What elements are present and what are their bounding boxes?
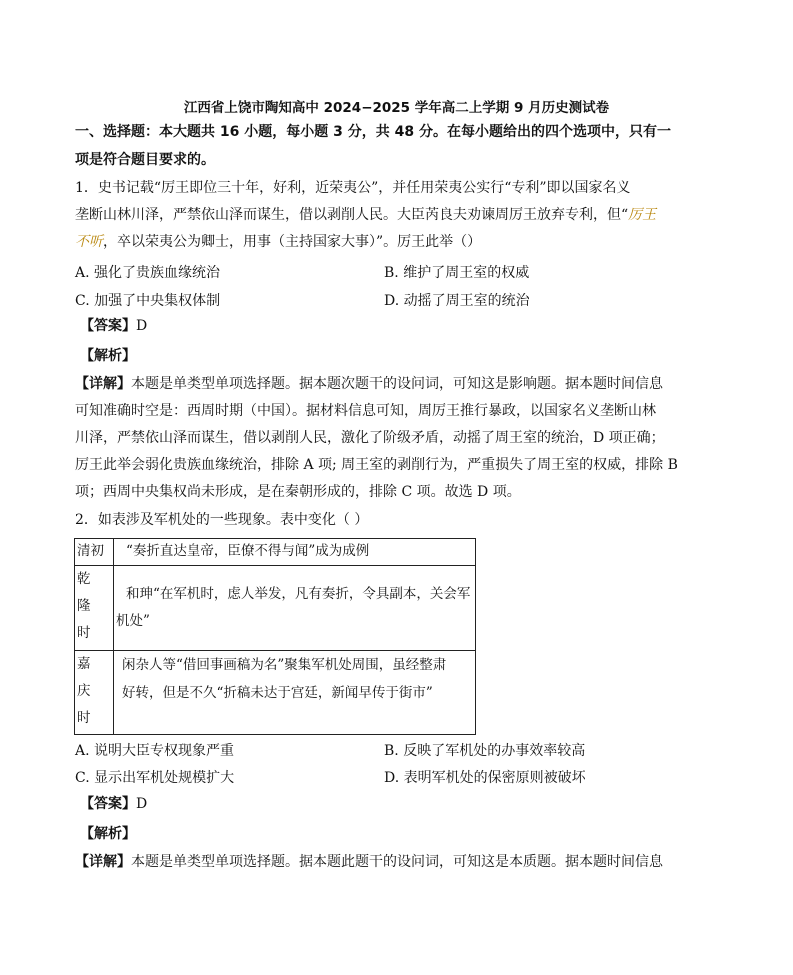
q1-detail-label: 【详解】 [75,376,131,392]
q1-stem-line3-highlight: 不听 [75,234,103,250]
q2-row2-content-line2: 机处” [116,613,150,629]
table-row [75,566,476,651]
table-row [75,651,476,735]
q1-answer-label: 【答案】 [80,318,136,334]
q2-table [74,538,476,735]
q1-stem-line3 [75,232,675,252]
q1-detail-line5: 项；西周中央集权尚未形成，是在秦朝形成的，排除 C 项。故选 D 项。 [75,484,521,500]
q2-row3-period [75,651,114,735]
q1-detail-line4: 厉王此举会弱化贵族血缘统治，排除 A 项; 周王室的剥削行为，严重损失了周王室的权威，排除 B [75,457,678,473]
q1-stem-line2-text: 垄断山林川泽，严禁依山泽而谋生，借以剥削人民。大臣芮良夫劝谏周厉王放弃专利，但“ [75,207,629,223]
q2-row1-content-line1: “奏折直达皇帝，臣僚不得与闻”成为成例 [126,543,370,559]
q2-option-a: A. 说明大臣专权现象严重 [75,743,235,759]
q2-row2-period-char2: 隆 [77,598,91,614]
q2-row1-content [114,539,476,566]
q1-option-b: B. 维护了周王室的权威 [384,265,530,281]
q1-stem-line2 [75,205,675,225]
q2-row2-period-char1: 乾 [77,571,91,587]
q2-analysis-label: 【解析】 [80,826,136,842]
q1-detail-text1: 本题是单类型单项选择题。据本题次题干的设问词，可知这是影响题。据本题时间信息 [131,376,663,392]
page-title: 江西省上饶市陶知高中 2024−2025 学年高二上学期 9 月历史测试卷 [183,100,610,116]
q2-detail-label: 【详解】 [75,854,131,870]
table-row [75,539,476,566]
q1-detail-line1 [75,374,675,394]
q2-answer-value: D [136,796,148,812]
q2-row2-content [114,566,476,651]
q1-analysis-label: 【解析】 [80,348,136,364]
q2-answer-label: 【答案】 [80,796,136,812]
q2-stem: 2．如表涉及军机处的一些现象。表中变化（ ） [75,512,369,528]
q2-option-b: B. 反映了军机处的办事效率较高 [384,743,586,759]
q2-row2-period-char3: 时 [77,625,91,641]
q2-option-c: C. 显示出军机处规模扩大 [75,770,235,786]
q2-row2-content-line1: 和珅“在军机时，虑人举发，凡有奏折，令具副本，关会军 [126,586,471,602]
q2-row3-period-char3: 时 [77,710,91,726]
q1-option-c: C. 加强了中央集权体制 [75,293,221,309]
q2-option-d: D. 表明军机处的保密原则被破坏 [384,770,586,786]
q2-row3-content-line1: 闲杂人等“借回事画稿为名”聚集军机处周围，虽经整肃 [122,657,447,673]
q2-row3-content-line2: 好转，但是不久“折稿未达于宫廷，新闻早传于街市” [122,685,433,701]
q1-option-a: A. 强化了贵族血缘统治 [75,265,221,281]
q1-answer-value: D [136,318,148,334]
q2-row3-period-char2: 庆 [77,683,91,699]
q1-stem-line2-highlight: 厉王 [628,207,657,223]
q1-detail-line3: 川泽，严禁依山泽而谋生，借以剥削人民，激化了阶级矛盾，动摇了周王室的统治，D 项正确； [75,430,665,446]
q1-answer [80,316,680,336]
q1-stem-line3-text: ，卒以荣夷公为卿士，用事（主持国家大事）”。厉王此举（） [103,234,482,250]
section-heading-line2: 项是符合题目要求的。 [75,152,215,168]
q2-row3-period-char1: 嘉 [77,656,91,672]
q2-detail-line1 [75,852,675,872]
q2-row1-period: 清初 [75,539,114,566]
q1-detail-line2: 可知准确时空是：西周时期（中国）。据材料信息可知，周厉王推行暴政，以国家名义垄断山林 [75,403,656,419]
q2-row2-period [75,566,114,651]
q2-detail-text1: 本题是单类型单项选择题。据本题此题干的设问词，可知这是本质题。据本题时间信息 [131,854,663,870]
section-heading-line1: 一、选择题：本大题共 16 小题，每小题 3 分，共 48 分。在每小题给出的四个选项中，只有一 [75,124,671,140]
q1-option-d: D. 动摇了周王室的统治 [384,293,530,309]
q2-answer [80,794,680,814]
q1-stem-line1: 1．史书记载“厉王即位三十年，好利，近荣夷公”，并任用荣夷公实行“专利”即以国家名义 [75,180,631,196]
q2-row3-content [114,651,476,735]
